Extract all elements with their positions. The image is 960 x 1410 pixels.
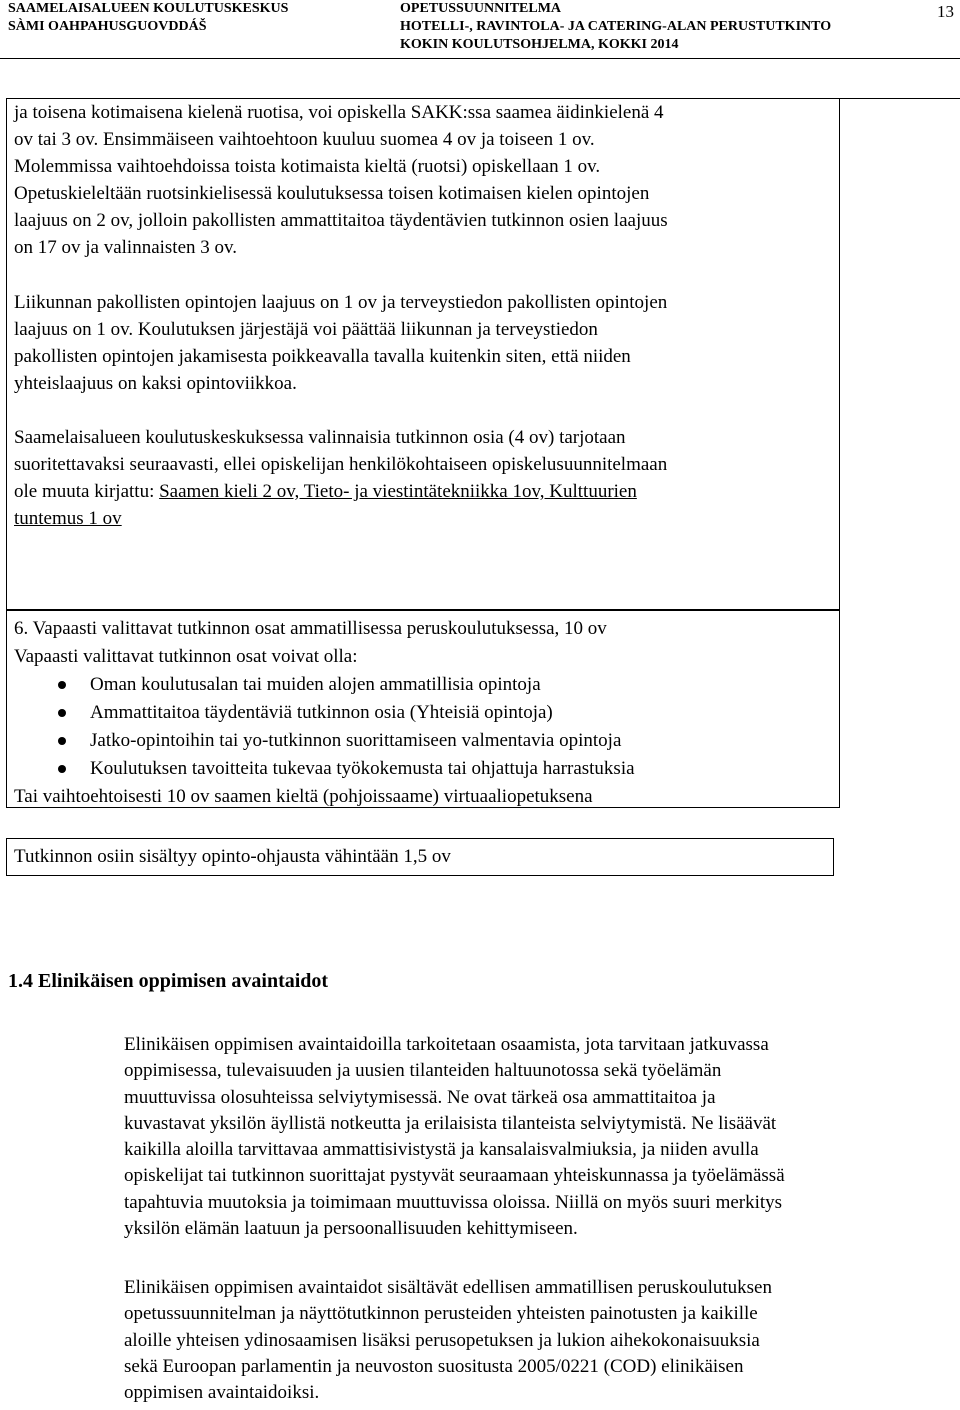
text-line: yhteislaajuus on kaksi opintoviikkoa.	[14, 373, 297, 394]
header-organization	[8, 0, 288, 36]
text-line: Opetuskieleltään ruotsinkielisessä koulutuksessa toisen kotimaisen kielen opintojen	[14, 183, 650, 204]
text-line: pakollisten opintojen jakamisesta poikkeavalla tavalla kuitenkin siten, että niiden	[14, 346, 631, 367]
language-studies-paragraph	[14, 99, 834, 261]
text-line: Saamelaisalueen koulutuskeskuksessa valinnaisia tutkinnon osia (4 ov) tarjotaan	[14, 427, 626, 448]
optional-studies-paragraph	[14, 424, 834, 532]
text-line: aloille yhteisen ydinosaamisen lisäksi perusopetuksen ja lukion aihekokonaisuuksia	[124, 1329, 760, 1351]
text-line: oppimisen avaintaidoiksi.	[124, 1382, 320, 1404]
list-item-text: Ammattitaitoa täydentäviä tutkinnon osia (Yhteisiä opintoja)	[90, 702, 553, 723]
header-org-line2: SÀMI OAHPAHUSGUOVDDÁŠ	[8, 19, 207, 34]
list-item	[14, 755, 834, 783]
page-number: 13	[937, 2, 954, 21]
text-line: opetussuunnitelman ja näyttötutkinnon perusteiden yhteisten painotusten ja kaikille	[124, 1303, 758, 1325]
header-divider	[0, 58, 960, 59]
free-choice-intro: Vapaasti valittavat tutkinnon osat voivat olla:	[14, 646, 358, 667]
list-item-text: Oman koulutusalan tai muiden alojen ammatillisia opintoja	[90, 674, 541, 695]
text-line: Elinikäisen oppimisen avaintaidoilla tarkoitetaan osaamista, jota tarvitaan jatkuvassa	[124, 1034, 769, 1055]
text-line: laajuus on 1 ov. Koulutuksen järjestäjä voi päättää liikunnan ja terveystiedon	[14, 319, 598, 340]
text-line: opiskelijat tai tutkinnon suorittajat pystyvät seuraamaan yhteiskunnassa ja työelämässä	[124, 1165, 785, 1187]
text-line: suoritettavaksi seuraavasti, ellei opiskelijan henkilökohtaiseen opiskelusuunnitelmaan	[14, 454, 668, 475]
list-item-text: Jatko-opintoihin tai yo-tutkinnon suorittamiseen valmentavia opintoja	[90, 730, 622, 751]
text-line	[14, 505, 834, 532]
text-line: tapahtuvia muutoksia ja toimimaan muuttuvissa oloissa. Niillä on myös suuri merkitys	[124, 1191, 783, 1213]
text-line: laajuus on 2 ov, jolloin pakollisten ammattitaitoa täydentävien tutkinnon osien laajuus	[14, 210, 668, 231]
text-line: Elinikäisen oppimisen avaintaidot sisältävät edellisen ammatillisen peruskoulutuksen	[124, 1277, 772, 1298]
section-heading: 1.4 Elinikäisen oppimisen avaintaidot	[8, 970, 329, 992]
bullet-icon	[58, 765, 66, 773]
text-line: yksilön elämän laatuun ja persoonallisuuden kehittymiseen.	[124, 1218, 578, 1240]
free-choice-title: 6. Vapaasti valittavat tutkinnon osat ammatillisessa peruskoulutuksessa, 10 ov	[14, 618, 607, 639]
guidance-text: Tutkinnon osiin sisältyy opinto-ohjausta vähintään 1,5 ov	[14, 846, 451, 867]
text-line: sekä Euroopan parlamentin ja neuvoston suositusta 2005/0221 (COD) elinikäisen	[124, 1355, 744, 1377]
header-document	[400, 0, 831, 54]
text-lead: ole muuta kirjattu:	[14, 481, 160, 502]
text-line: muuttuvissa olosuhteissa selviytymisessä. Ne ovat tärkeä osa ammattitaitoa ja	[124, 1086, 716, 1108]
header-doc-line3: KOKIN KOULUTSOHJELMA, KOKKI 2014	[400, 37, 679, 52]
optional-courses-underlined: Saamen kieli 2 ov, Tieto- ja viestintätekniikka 1ov, Kulttuurien	[159, 481, 637, 502]
physical-education-paragraph	[14, 289, 834, 397]
text-line: kaikilla aloilla tarvittavaa ammattisivistystä ja kansalaisvalmiuksia, ja niiden avulla	[124, 1139, 759, 1161]
key-competences-paragraph-1	[124, 1032, 944, 1242]
list-item	[14, 671, 834, 699]
free-choice-content	[14, 615, 834, 811]
bullet-icon	[58, 737, 66, 745]
text-line: ov tai 3 ov. Ensimmäiseen vaihtoehtoon kuuluu suomea 4 ov ja toiseen 1 ov.	[14, 129, 595, 150]
header-doc-line1: OPETUSSUUNNITELMA	[400, 1, 562, 16]
header-org-line1: SAAMELAISALUEEN KOULUTUSKESKUS	[8, 1, 289, 16]
list-item	[14, 699, 834, 727]
text-line: kuvastavat yksilön äyllistä notkeutta ja erilaisista tilanteista selviytymistä. Ne lisäävät	[124, 1112, 777, 1134]
bullet-icon	[58, 681, 66, 689]
bullet-icon	[58, 709, 66, 717]
text-line: Liikunnan pakollisten opintojen laajuus on 1 ov ja terveystiedon pakollisten opintojen	[14, 292, 668, 313]
text-line: on 17 ov ja valinnaisten 3 ov.	[14, 237, 238, 258]
free-choice-closing: Tai vaihtoehtoisesti 10 ov saamen kieltä (pohjoissaame) virtuaaliopetuksena	[14, 786, 593, 807]
header-doc-line2: HOTELLI-, RAVINTOLA- JA CATERING-ALAN PERUSTUTKINTO	[400, 19, 832, 34]
free-choice-list	[14, 671, 834, 783]
text-line: ja toisena kotimaisena kielenä ruotisa, voi opiskella SAKK:ssa saamea äidinkielenä 4	[14, 102, 664, 123]
text-line: Molemmissa vaihtoehdoissa toista kotimaista kieltä (ruotsi) opiskellaan 1 ov.	[14, 156, 601, 177]
optional-courses-underlined: tuntemus 1 ov	[14, 508, 122, 529]
list-item	[14, 727, 834, 755]
list-item-text: Koulutuksen tavoitteita tukevaa työkokemusta tai ohjattuja harrastuksia	[90, 758, 635, 779]
text-line: oppimisessa, tulevaisuuden ja uusien tilanteiden haltuunotossa sekä työelämän	[124, 1060, 722, 1082]
text-line	[14, 478, 834, 505]
key-competences-paragraph-2	[124, 1275, 944, 1406]
